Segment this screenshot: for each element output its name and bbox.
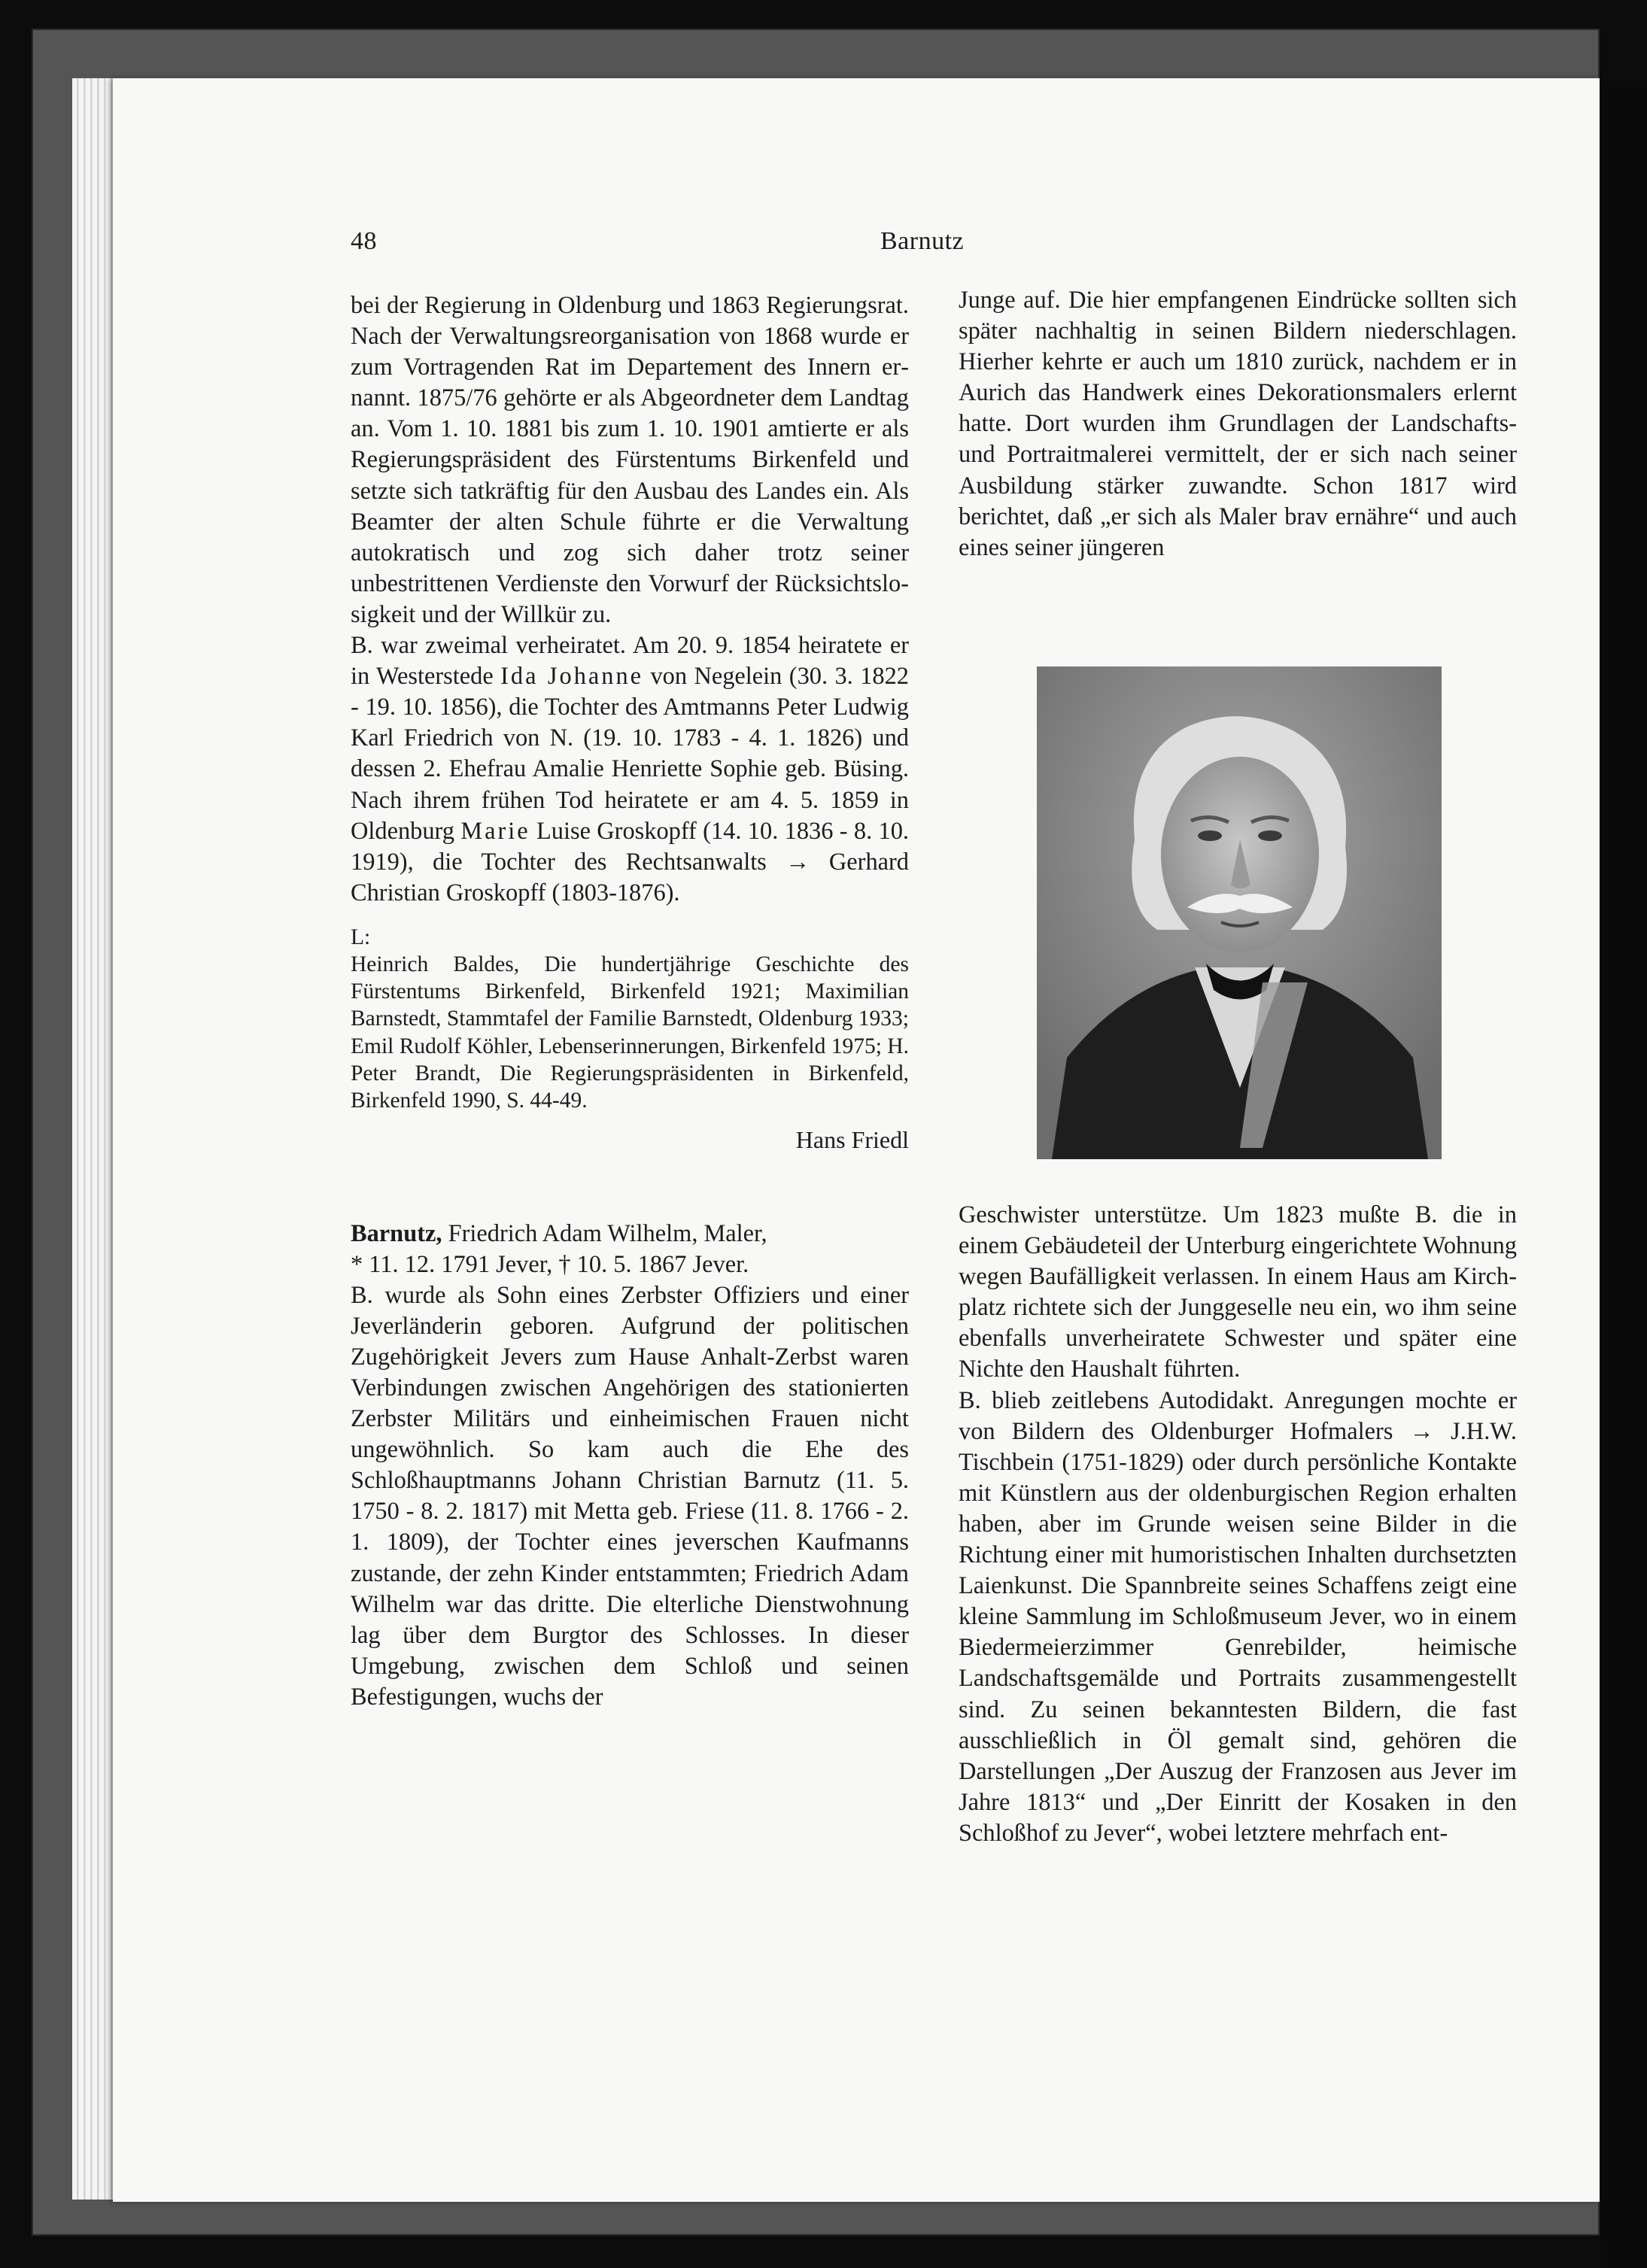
entry-heading bbox=[351, 1219, 909, 1249]
literature-label: L: bbox=[351, 925, 371, 949]
author-signature: Hans Friedl bbox=[795, 1126, 909, 1154]
marriage-text-1: B. war zweimal verheiratet. Am 20. 9. 1854 heiratete er in Westerstede bbox=[351, 632, 909, 691]
page-number: 48 bbox=[351, 227, 377, 255]
left-column bbox=[351, 290, 909, 1713]
entry-dates: * 11. 12. 1791 Jever, † 10. 5. 1867 Jever. bbox=[351, 1250, 749, 1278]
right-column-top bbox=[959, 285, 1517, 563]
right-column-bottom bbox=[959, 1200, 1517, 1849]
paragraph-career: bei der Regierung in Oldenburg und 1863 Regierungsrat. Nach der Verwaltungsreorganisation von 1868 wurde er zum Vortragenden Rat im Departement des Innern ernannt. 1875/76 gehörte er als Abgeordneter dem Landtag an. Vom 1. 10. 1881 bis zum 1. 10. 1901 amtierte er als Regierungspräsident des Fürstentums Birkenfeld und setzte sich tatkräftig für den Ausbau des Landes ein. Als Beamter der alten Schule führte er die Verwaltung autokratisch und zog sich daher trotz seiner unbestrittenen Verdienste den Vorwurf der Rücksichtslosigkeit und der Willkür zu. bbox=[351, 292, 909, 628]
marriage-text-2: von Negelein (30. 3. 1822 - 19. 10. 1856), die Tochter des Amtmanns Peter Ludwig Karl Friedrich von N. (19. 10. 1783 - 4. 1. 1826) und dessen 2. Ehefrau Amalie Henriette Sophie geb. Büsing. Nach ihrem frühen Tod heiratete er am 4. 5. 1859 in Oldenburg bbox=[351, 663, 909, 845]
entry-separator bbox=[351, 1154, 909, 1219]
entry-heading-rest: Friedrich Adam Wilhelm, Maler, bbox=[442, 1219, 767, 1247]
literature-text: Heinrich Baldes, Die hundertjährige Geschichte des Fürstentums Birkenfeld, Birkenfeld 1921; Maximilian Barnstedt, Stammtafel der Familie Barnstedt, Oldenburg 1933; Emil Rudolf Köhler, Lebenserinnerungen, Birkenfeld 1975; H. Peter Brandt, Die Regierungspräsidenten in Birkenfeld, Birkenfeld 1990, S. 44-49. bbox=[351, 952, 909, 1113]
entry-body: B. wurde als Sohn eines Zerbster Offiziers und einer Jeverländerin geboren. Aufgrund der politischen Zugehörigkeit Jevers zum Hause Anhalt-Zerbst waren Verbindungen zwischen Angehörigen des stationierten Zerbster Militärs und einheimischen Frauen nicht ungewöhnlich. So kam auch die Ehe des Schloßhauptmanns Johann Christian Barnutz (11. 5. 1750 - 8. 2. 1817) mit Metta geb. Friese (11. 8. 1766 - 2. 1. 1809), der Tochter eines jeverschen Kaufmanns zustande, der zehn Kinder entstammten; Friedrich Adam Wilhelm war das dritte. Die elterliche Dienstwohnung lag über dem Burgtor des Schlosses. In dieser Umgebung, zwischen dem Schloß und seinen Befestigungen, wuchs der bbox=[351, 1281, 909, 1711]
marriage-text-3: Luise Groskopff (14. 10. 1836 - 8. 10. 1919), die Tochter des Rechtsanwalts → Gerhard Christian Groskopff (1803-1876). bbox=[351, 817, 910, 906]
spouse-name-2: Marie bbox=[460, 817, 530, 845]
paragraph-art: B. blieb zeitlebens Autodidakt. Anregungen mochte er von Bildern des Oldenburger Hofmalers → J.H.W. Tischbein (1751-1829) oder durch persönliche Kontakte mit Künstlern aus der oldenburgischen Region erhalten haben, aber im Grunde weisen seine Bilder in die Richtung einer mit humoristischen Inhalten durchsetzten Laienkunst. Die Spannbreite seines Schaffens zeigt eine kleine Sammlung im Schloßmuseum Jever, wo in einem Biedermeierzimmer Genrebilder, heimische Landschaftsgemälde und Portraits zusammengestellt sind. Zu seinen bekanntesten Bildern, die fast ausschließlich in Öl gemalt sind, gehören die Darstellungen „Der Auszug der Franzosen aus Jever im Jahre 1813“ und „Der Einritt der Kosaken in den Schloßhof zu Jever“, wobei letztere mehrfach ent- bbox=[959, 1386, 1517, 1847]
paragraph-marriage bbox=[351, 630, 909, 909]
paragraph-household: Geschwister unterstütze. Um 1823 mußte B. die in einem Gebäudeteil der Unterburg eingerichtete Wohnung wegen Baufälligkeit verlassen. In einem Haus am Kirchplatz richtete sich der Junggeselle neu ein, wo ihm seine ebenfalls unverheiratete Schwester und später eine Nichte den Haushalt führten. bbox=[959, 1201, 1517, 1383]
running-title: Barnutz bbox=[880, 227, 965, 255]
entry-name: Barnutz, bbox=[351, 1219, 442, 1247]
literature-section bbox=[351, 924, 909, 1154]
portrait-photo-icon bbox=[1037, 666, 1442, 1159]
paragraph-youth: Junge auf. Die hier empfangenen Eindrücke sollten sich später nachhaltig in seinen Bildern niederschlagen. Hierher kehrte er auch um 1810 zurück, nachdem er in Aurich das Handwerk eines Dekorationsmalers erlernt hatte. Dort wurden ihm Grundlagen der Landschafts- und Portraitmalerei vermittelt, der er sich nach seiner Ausbildung stärker zuwandte. Schon 1817 wird berichtet, daß „er sich als Maler brav ernähre“ und auch eines seiner jüngeren bbox=[959, 287, 1517, 561]
scan-border bbox=[1601, 87, 1647, 2268]
portrait-drawing bbox=[1037, 666, 1442, 1159]
spouse-name-1: Ida Johanne bbox=[500, 663, 644, 691]
